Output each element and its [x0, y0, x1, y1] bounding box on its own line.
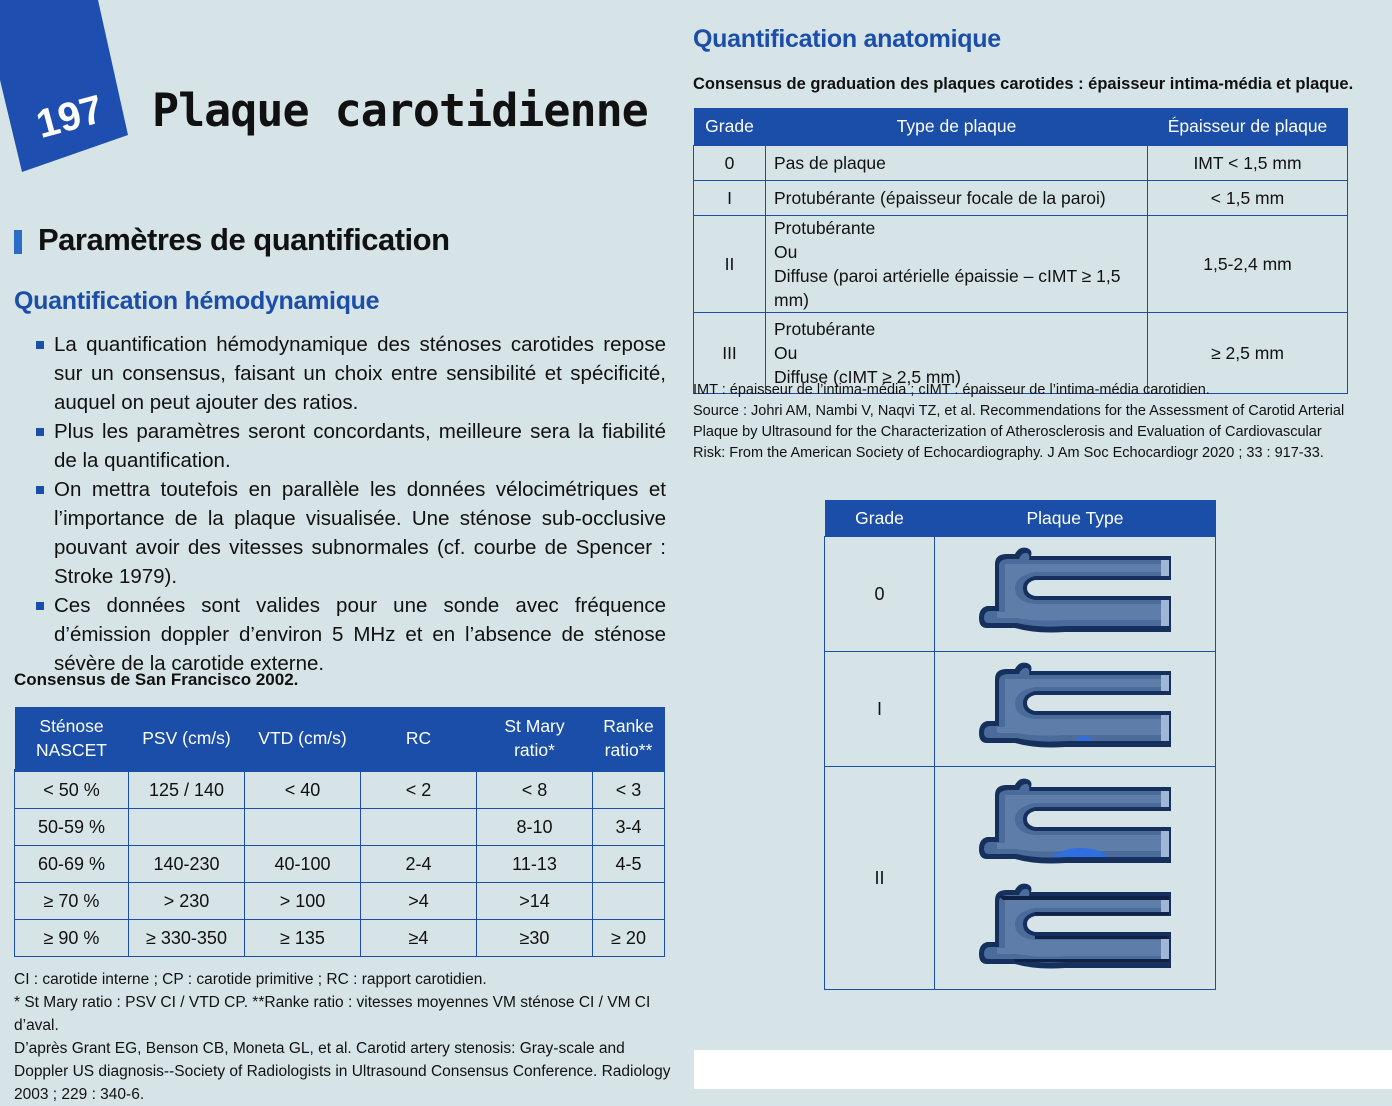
type-line: Diffuse (paroi artérielle épaissie – cIMT ≥ 1,5 mm)	[774, 266, 1121, 310]
section-title: Paramètres de quantification	[38, 222, 450, 257]
table-row	[15, 846, 665, 883]
grade-cell: 0	[694, 146, 766, 181]
header-thickness: Épaisseur de plaque	[1148, 108, 1348, 146]
anatomic-caption: Consensus de graduation des plaques carotides : épaisseur intima-média et plaque.	[693, 75, 1354, 93]
header-psv: PSV (cm/s)	[129, 707, 245, 771]
table-row	[825, 652, 1216, 767]
plaque-illustration	[935, 537, 1216, 652]
table-cell: 50-59 %	[15, 809, 129, 846]
table-row	[15, 809, 665, 846]
table-cell: < 2	[361, 771, 477, 809]
table-cell: 60-69 %	[15, 846, 129, 883]
table-cell	[361, 809, 477, 846]
header-vtd: VTD (cm/s)	[245, 707, 361, 771]
grade-cell: III	[694, 313, 766, 394]
thickness-cell: IMT < 1,5 mm	[1148, 146, 1348, 181]
carotid-vessel-icon	[975, 773, 1175, 873]
table-cell: 40-100	[245, 846, 361, 883]
table-cell: < 40	[245, 771, 361, 809]
grade-cell: I	[694, 181, 766, 216]
bullet-item: La quantification hémodynamique des sténoses carotides repose sur un consensus, faisant un choix entre sensibilité et spécificité, auquel on peut ajouter des ratios.	[34, 330, 666, 417]
table-cell: ≥ 90 %	[15, 920, 129, 957]
section-marker	[14, 230, 22, 254]
table-cell: 8-10	[477, 809, 593, 846]
table-cell: < 50 %	[15, 771, 129, 809]
table-cell: ≥ 20	[593, 920, 665, 957]
table-row	[15, 771, 665, 809]
table-cell	[129, 809, 245, 846]
plaque-illustration	[935, 767, 1216, 990]
table-cell: > 230	[129, 883, 245, 920]
thickness-cell: ≥ 2,5 mm	[1148, 313, 1348, 394]
type-cell	[766, 216, 1148, 313]
san-francisco-table	[14, 707, 665, 957]
hemodynamic-title: Quantification hémodynamique	[14, 287, 380, 315]
note-line: * St Mary ratio : PSV CI / VTD CP. **Ranke ratio : vitesses moyennes VM sténose CI / VM CI d’aval.	[14, 994, 651, 1034]
grade-cell: II	[694, 216, 766, 313]
header-type: Type de plaque	[766, 108, 1148, 146]
table-cell: ≥ 330-350	[129, 920, 245, 957]
bullet-item: Plus les paramètres seront concordants, meilleure sera la fiabilité de la quantification.	[34, 417, 666, 475]
plaque-illustration	[935, 652, 1216, 767]
header-plaque-type: Plaque Type	[935, 500, 1216, 537]
header-grade: Grade	[825, 500, 935, 537]
grade-cell: I	[825, 652, 935, 767]
type-line: Ou	[774, 242, 798, 262]
thickness-cell: < 1,5 mm	[1148, 181, 1348, 216]
type-line: Protubérante (épaisseur focale de la paroi)	[774, 188, 1106, 208]
plaque-figure-table	[824, 500, 1216, 990]
table-cell: ≥ 135	[245, 920, 361, 957]
bullet-item: On mettra toutefois en parallèle les données vélocimétriques et l’importance de la plaque visualisée. Une sténose sub-occlusive pouvant avoir des vitesses subnormales (cf. courbe de Spencer : Stroke 1979).	[34, 475, 666, 591]
header-stenose: Sténose NASCET	[15, 707, 129, 771]
note-line: IMT : épaisseur de l’intima-média ; cIMT : épaisseur de l’intima-média carotidien.	[693, 382, 1210, 398]
table-header-row	[694, 108, 1348, 146]
table-cell	[245, 809, 361, 846]
table-row	[694, 146, 1348, 181]
table-cell: < 8	[477, 771, 593, 809]
page-edge	[694, 1050, 1392, 1089]
header-grade: Grade	[694, 108, 766, 146]
note-line: CI : carotide interne ; CP : carotide primitive ; RC : rapport carotidien.	[14, 971, 487, 988]
table-row	[694, 216, 1348, 313]
table-header-row	[825, 500, 1216, 537]
chapter-badge	[0, 0, 140, 175]
table-cell: 3-4	[593, 809, 665, 846]
anatomic-notes	[693, 380, 1353, 464]
bullet-item: Ces données sont valides pour une sonde avec fréquence d’émission doppler d’environ 5 MHz et en l’absence de sténose sévère de la carotide externe.	[34, 591, 666, 678]
table-cell: 4-5	[593, 846, 665, 883]
table-cell: ≥30	[477, 920, 593, 957]
type-line: Protubérante	[774, 218, 876, 238]
table-row	[15, 920, 665, 957]
table-cell: 11-13	[477, 846, 593, 883]
type-line: Protubérante	[774, 319, 876, 339]
table-cell: 140-230	[129, 846, 245, 883]
grade-cell: II	[825, 767, 935, 990]
type-line: Pas de plaque	[774, 153, 886, 173]
table-row	[825, 767, 1216, 990]
hemodynamic-bullet-list	[34, 330, 666, 678]
header-rc: RC	[361, 707, 477, 771]
note-line: D’après Grant EG, Benson CB, Moneta GL, et al. Carotid artery stenosis: Gray-scale and Doppler US diagnosis--Society of Radiologists in Ultrasound Consensus Conference. Radiology 2003 ; 229 : 340-6.	[14, 1040, 671, 1103]
table-cell: 125 / 140	[129, 771, 245, 809]
table-row	[825, 537, 1216, 652]
carotid-vessel-icon	[975, 542, 1175, 642]
anatomic-table	[693, 108, 1348, 394]
carotid-vessel-icon	[975, 878, 1175, 978]
table-cell: < 3	[593, 771, 665, 809]
chapter-title: Plaque carotidienne	[152, 84, 648, 137]
thickness-cell: 1,5-2,4 mm	[1148, 216, 1348, 313]
grade-cell: 0	[825, 537, 935, 652]
chapter-number: 197	[31, 87, 108, 147]
table-cell	[593, 883, 665, 920]
table-cell: >14	[477, 883, 593, 920]
table-cell: > 100	[245, 883, 361, 920]
header-st-mary: St Mary ratio*	[477, 707, 593, 771]
table-cell: 2-4	[361, 846, 477, 883]
type-cell	[766, 146, 1148, 181]
header-ranke: Ranke ratio**	[593, 707, 665, 771]
type-line: Diffuse (cIMT ≥ 2,5 mm)	[774, 367, 961, 387]
san-francisco-notes	[14, 968, 674, 1106]
table-row	[694, 181, 1348, 216]
table-header-row	[15, 707, 665, 771]
san-francisco-caption: Consensus de San Francisco 2002.	[14, 670, 299, 689]
note-line: Source : Johri AM, Nambi V, Naqvi TZ, et al. Recommendations for the Assessment of Carotid Arterial Plaque by Ultrasound for the Characterization of Atherosclerosis and Evaluation of Cardiovascular Risk: From the American Society of Echocardiography. J Am Soc Echocardiogr 2020 ; 33 : 917-33.	[693, 403, 1345, 461]
type-cell	[766, 181, 1148, 216]
table-cell: ≥ 70 %	[15, 883, 129, 920]
anatomic-title: Quantification anatomique	[693, 25, 1001, 53]
type-line: Ou	[774, 343, 798, 363]
table-cell: >4	[361, 883, 477, 920]
carotid-vessel-icon	[975, 657, 1175, 757]
table-row	[15, 883, 665, 920]
table-cell: ≥4	[361, 920, 477, 957]
